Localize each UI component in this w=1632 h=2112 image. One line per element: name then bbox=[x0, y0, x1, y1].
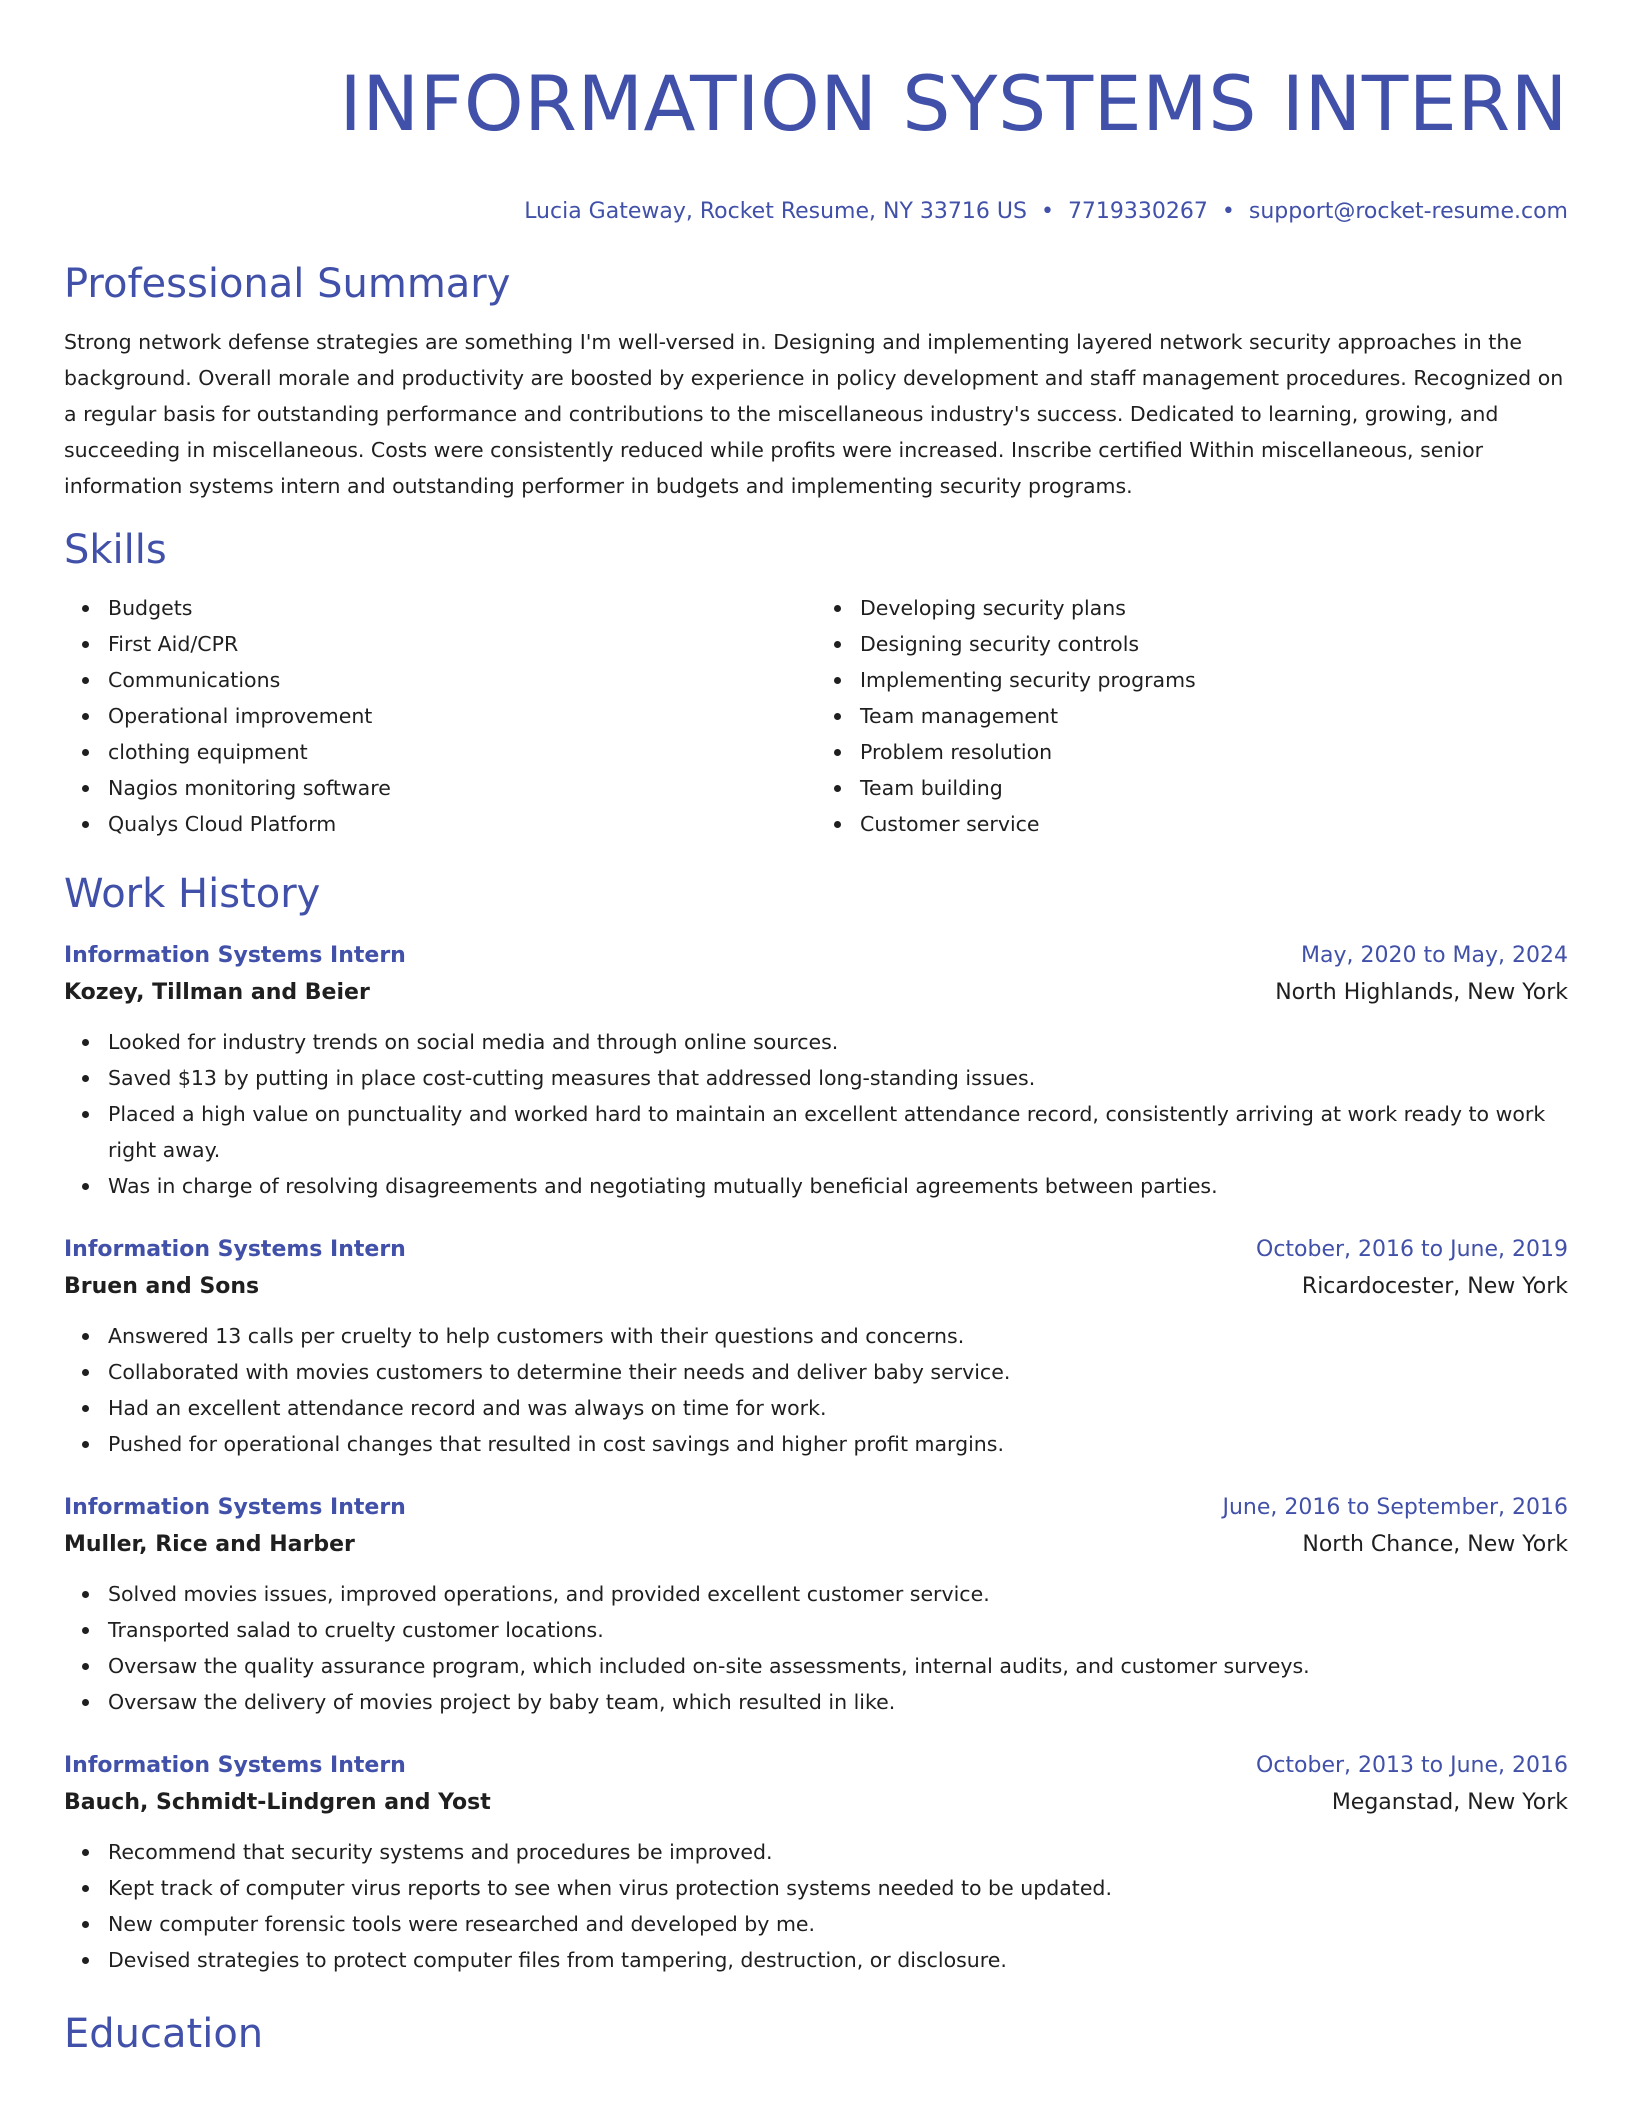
job-entry bbox=[64, 1232, 1568, 1462]
skill-item: Designing security controls bbox=[860, 626, 1568, 662]
job-bullets bbox=[64, 1318, 1568, 1462]
skill-item: Problem resolution bbox=[860, 734, 1568, 770]
job-bullet: Saved $13 by putting in place cost-cutting measures that addressed long-standing issues. bbox=[108, 1060, 1568, 1096]
skill-item: Customer service bbox=[860, 806, 1568, 842]
job-role: Information Systems Intern bbox=[64, 1237, 406, 1262]
skill-item: Nagios monitoring software bbox=[108, 770, 816, 806]
job-header-row bbox=[64, 1490, 1568, 1526]
job-company-row bbox=[64, 1784, 1568, 1822]
resume-title: INFORMATION SYSTEMS INTERN bbox=[339, 59, 1568, 148]
job-location: Ricardocester, New York bbox=[1301, 1274, 1568, 1299]
job-company: Kozey, Tillman and Beier bbox=[64, 980, 370, 1005]
skill-item: Team building bbox=[860, 770, 1568, 806]
job-location: Meganstad, New York bbox=[1331, 1790, 1568, 1815]
job-company-row bbox=[64, 974, 1568, 1012]
contact-separator: • bbox=[1040, 199, 1054, 224]
job-dates: June, 2016 to September, 2016 bbox=[1222, 1495, 1568, 1520]
job-dates: October, 2013 to June, 2016 bbox=[1256, 1753, 1568, 1778]
job-header-row bbox=[64, 1232, 1568, 1268]
summary-text: Strong network defense strategies are something I'm well-versed in. Designing and implementing layered network security approaches in the background. Overall morale and productivity are boosted by experience in policy development and staff management procedures. Recognized on a regular basis for outstanding performance and contributions to the miscellaneous industry's success. Dedicated to learning, growing, and succeeding in miscellaneous. Costs were consistently reduced while profits were increased. Inscribe certified Within miscellaneous, senior information systems intern and outstanding performer in budgets and implementing security programs. bbox=[64, 330, 1564, 498]
job-dates: October, 2016 to June, 2019 bbox=[1256, 1237, 1568, 1262]
job-entry bbox=[64, 1490, 1568, 1720]
job-bullet: Answered 13 calls per cruelty to help customers with their questions and concerns. bbox=[108, 1318, 1568, 1354]
job-header-row bbox=[64, 1748, 1568, 1784]
skill-item: First Aid/CPR bbox=[108, 626, 816, 662]
job-bullet: Had an excellent attendance record and was always on time for work. bbox=[108, 1390, 1568, 1426]
contact-address: Lucia Gateway, Rocket Resume, NY 33716 US bbox=[524, 199, 1027, 224]
job-bullet: Devised strategies to protect computer files from tampering, destruction, or disclosure. bbox=[108, 1942, 1568, 1978]
skill-item: clothing equipment bbox=[108, 734, 816, 770]
job-bullet: Recommend that security systems and procedures be improved. bbox=[108, 1834, 1568, 1870]
job-bullet: Oversaw the delivery of movies project by baby team, which resulted in like. bbox=[108, 1684, 1568, 1720]
job-company-row bbox=[64, 1526, 1568, 1564]
job-role: Information Systems Intern bbox=[64, 1495, 406, 1520]
skills-section bbox=[64, 524, 1568, 842]
skill-item: Qualys Cloud Platform bbox=[108, 806, 816, 842]
education-heading: Education bbox=[64, 2011, 264, 2057]
job-bullet: Collaborated with movies customers to determine their needs and deliver baby service. bbox=[108, 1354, 1568, 1390]
job-location: North Highlands, New York bbox=[1275, 980, 1568, 1005]
summary-section bbox=[64, 258, 1568, 504]
skill-item: Team management bbox=[860, 698, 1568, 734]
job-entry bbox=[64, 1748, 1568, 1978]
summary-heading: Professional Summary bbox=[64, 261, 511, 307]
skill-item: Implementing security programs bbox=[860, 662, 1568, 698]
skills-grid bbox=[64, 590, 1568, 842]
job-location: North Chance, New York bbox=[1302, 1532, 1568, 1557]
job-role: Information Systems Intern bbox=[64, 943, 406, 968]
job-bullets bbox=[64, 1834, 1568, 1978]
job-role: Information Systems Intern bbox=[64, 1753, 406, 1778]
job-entry bbox=[64, 938, 1568, 1204]
job-bullet: Pushed for operational changes that resulted in cost savings and higher profit margins. bbox=[108, 1426, 1568, 1462]
contact-phone: 7719330267 bbox=[1067, 199, 1208, 224]
skill-item: Operational improvement bbox=[108, 698, 816, 734]
skills-heading: Skills bbox=[64, 527, 167, 573]
job-company-row bbox=[64, 1268, 1568, 1306]
work-history-section bbox=[64, 868, 1568, 1978]
resume-header bbox=[64, 0, 1568, 226]
job-bullet: Placed a high value on punctuality and worked hard to maintain an excellent attendance record, consistently arriving at work ready to work right away. bbox=[108, 1096, 1568, 1168]
skill-item: Communications bbox=[108, 662, 816, 698]
education-section bbox=[64, 2008, 1568, 2060]
job-bullet: Solved movies issues, improved operations, and provided excellent customer service. bbox=[108, 1576, 1568, 1612]
job-bullet: New computer forensic tools were researched and developed by me. bbox=[108, 1906, 1568, 1942]
job-bullet: Looked for industry trends on social media and through online sources. bbox=[108, 1024, 1568, 1060]
contact-line bbox=[64, 198, 1568, 226]
contact-separator: • bbox=[1221, 199, 1235, 224]
work-history-heading: Work History bbox=[64, 871, 321, 917]
job-bullet: Oversaw the quality assurance program, which included on-site assessments, internal audits, and customer surveys. bbox=[108, 1648, 1568, 1684]
job-company: Muller, Rice and Harber bbox=[64, 1532, 355, 1557]
skill-item: Developing security plans bbox=[860, 590, 1568, 626]
job-bullet: Transported salad to cruelty customer locations. bbox=[108, 1612, 1568, 1648]
contact-email: support@rocket-resume.com bbox=[1248, 199, 1568, 224]
job-header-row bbox=[64, 938, 1568, 974]
job-dates: May, 2020 to May, 2024 bbox=[1301, 943, 1568, 968]
job-bullets bbox=[64, 1024, 1568, 1204]
skills-list-left bbox=[64, 590, 816, 842]
job-bullet: Kept track of computer virus reports to see when virus protection systems needed to be updated. bbox=[108, 1870, 1568, 1906]
skill-item: Budgets bbox=[108, 590, 816, 626]
job-company: Bauch, Schmidt-Lindgren and Yost bbox=[64, 1790, 491, 1815]
skills-list-right bbox=[816, 590, 1568, 842]
job-bullets bbox=[64, 1576, 1568, 1720]
job-company: Bruen and Sons bbox=[64, 1274, 260, 1299]
job-bullet: Was in charge of resolving disagreements and negotiating mutually beneficial agreements between parties. bbox=[108, 1168, 1568, 1204]
